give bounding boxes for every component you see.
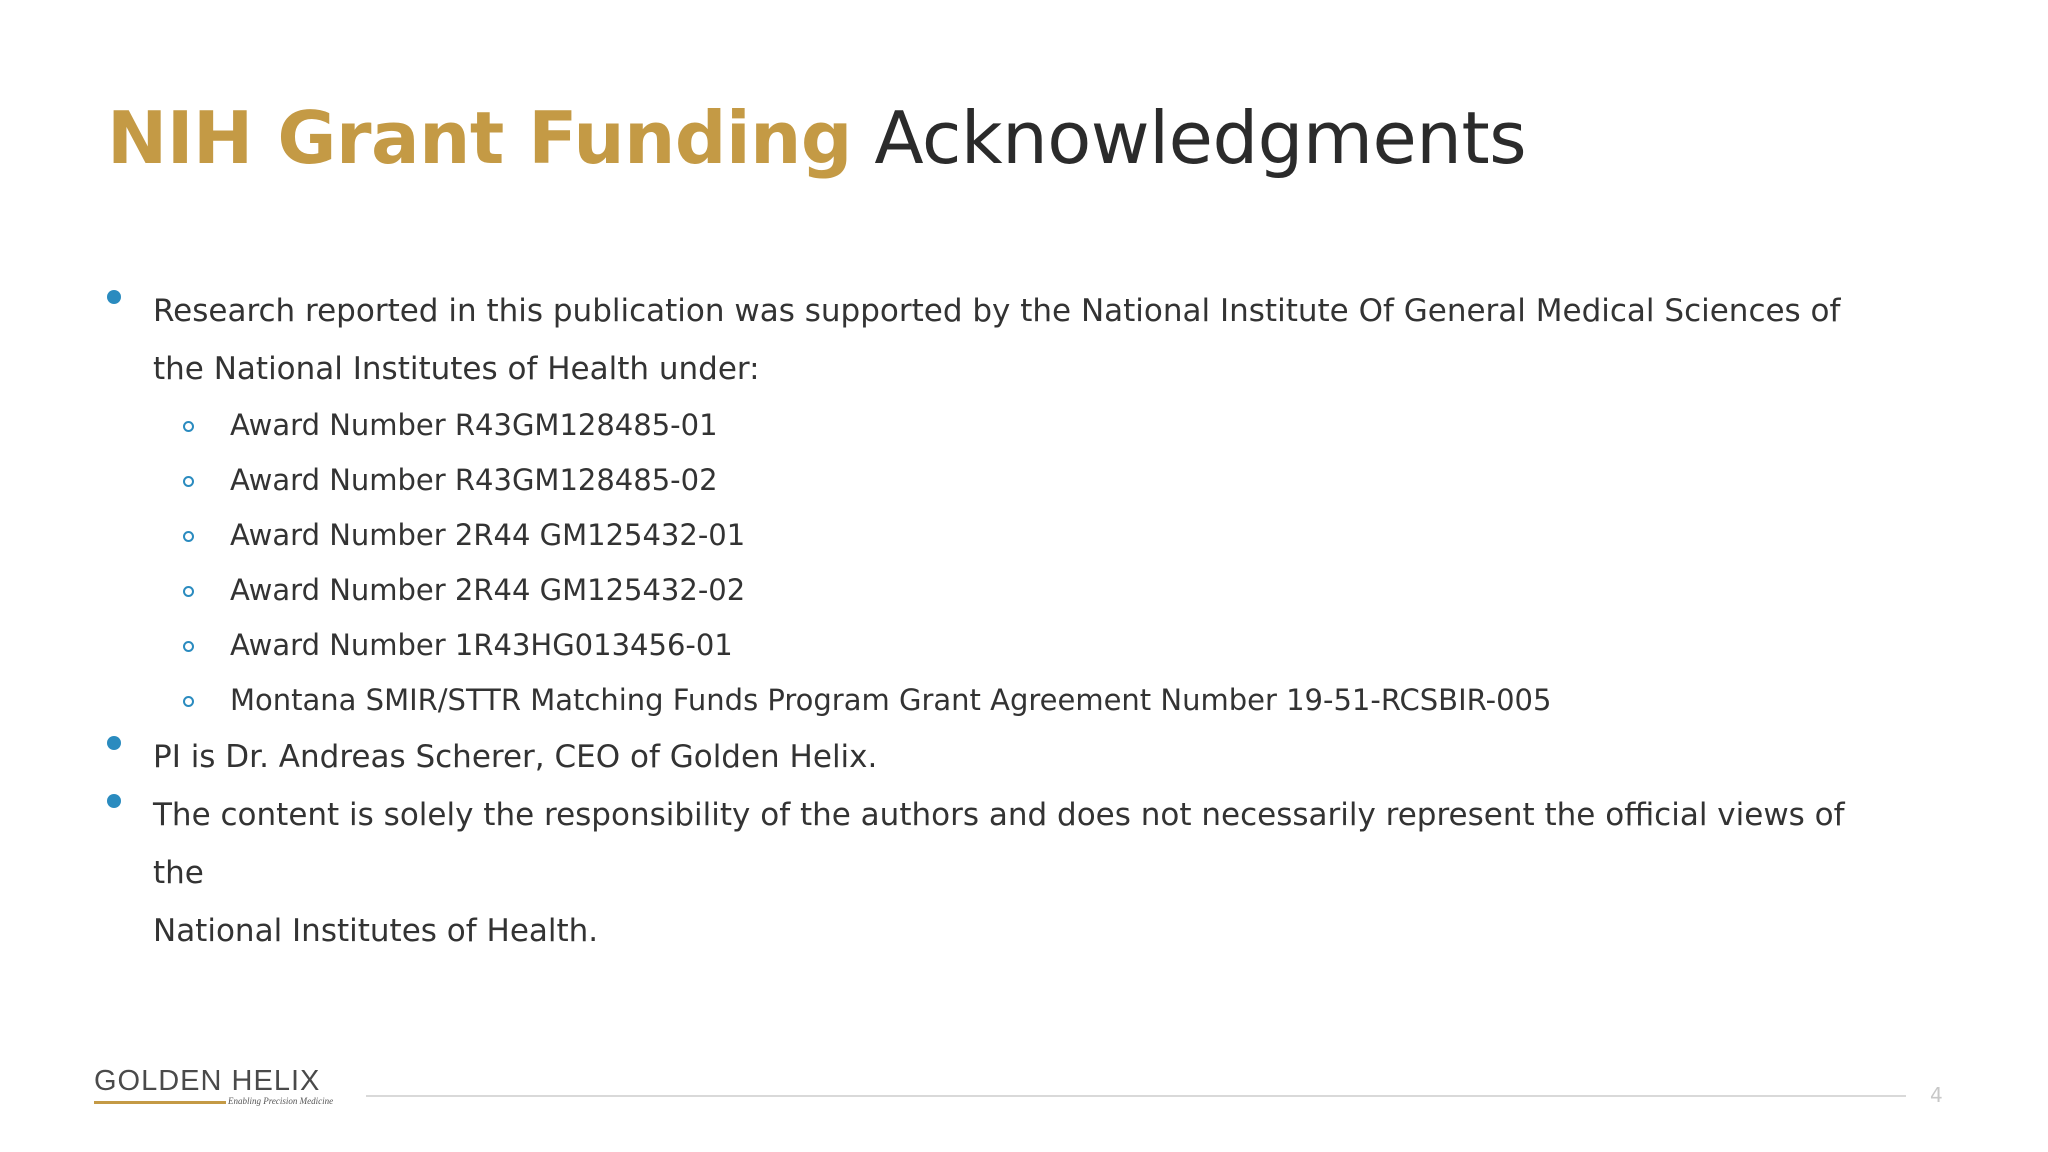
golden-helix-logo <box>94 1066 344 1110</box>
sub-bullet-circle-icon <box>183 531 194 542</box>
award-text: Award Number R43GM128485-01 <box>230 408 718 442</box>
sub-bullet-circle-icon <box>183 476 194 487</box>
bullet-item-funding <box>105 282 1885 398</box>
award-text: Montana SMIR/STTR Matching Funds Program Grant Agreement Number 19-51-RCSBIR-005 <box>230 683 1552 717</box>
award-list-item <box>105 398 1885 453</box>
bullet-text-line: Research reported in this publication was supported by the National Institute Of General Medical Sciences of <box>153 293 1841 329</box>
title-rest: Acknowledgments <box>874 96 1527 180</box>
sub-bullet-circle-icon <box>183 586 194 597</box>
slide-title <box>107 92 1526 184</box>
bullet-text-line: The content is solely the responsibility of the authors and does not necessarily represent the official views of the <box>153 797 1845 891</box>
award-text: Award Number R43GM128485-02 <box>230 463 718 497</box>
sub-bullet-circle-icon <box>183 641 194 652</box>
bullet-text-line: PI is Dr. Andreas Scherer, CEO of Golden Helix. <box>153 739 878 775</box>
page-number: 4 <box>1930 1083 1943 1107</box>
bullet-item-pi <box>105 728 1885 786</box>
bullet-text-line: National Institutes of Health. <box>153 913 599 949</box>
bullet-dot-icon <box>107 794 121 808</box>
award-text: Award Number 2R44 GM125432-02 <box>230 573 746 607</box>
logo-wordmark: GOLDEN HELIX <box>94 1065 321 1097</box>
award-text: Award Number 1R43HG013456-01 <box>230 628 733 662</box>
sub-bullet-circle-icon <box>183 696 194 707</box>
sub-bullet-circle-icon <box>183 421 194 432</box>
award-list-item <box>105 673 1885 728</box>
bullet-dot-icon <box>107 736 121 750</box>
award-list-item <box>105 508 1885 563</box>
footer-divider <box>366 1095 1906 1097</box>
title-accent: NIH Grant Funding <box>107 96 852 180</box>
logo-underline <box>94 1101 226 1104</box>
award-list-item <box>105 563 1885 618</box>
bullet-text-line: the National Institutes of Health under: <box>153 351 760 387</box>
logo-tagline: Enabling Precision Medicine <box>228 1096 334 1106</box>
bullet-dot-icon <box>107 290 121 304</box>
award-list-item <box>105 618 1885 673</box>
award-text: Award Number 2R44 GM125432-01 <box>230 518 746 552</box>
award-list-item <box>105 453 1885 508</box>
slide-content <box>105 282 1885 960</box>
award-list <box>105 398 1885 728</box>
bullet-item-disclaimer <box>105 786 1885 960</box>
